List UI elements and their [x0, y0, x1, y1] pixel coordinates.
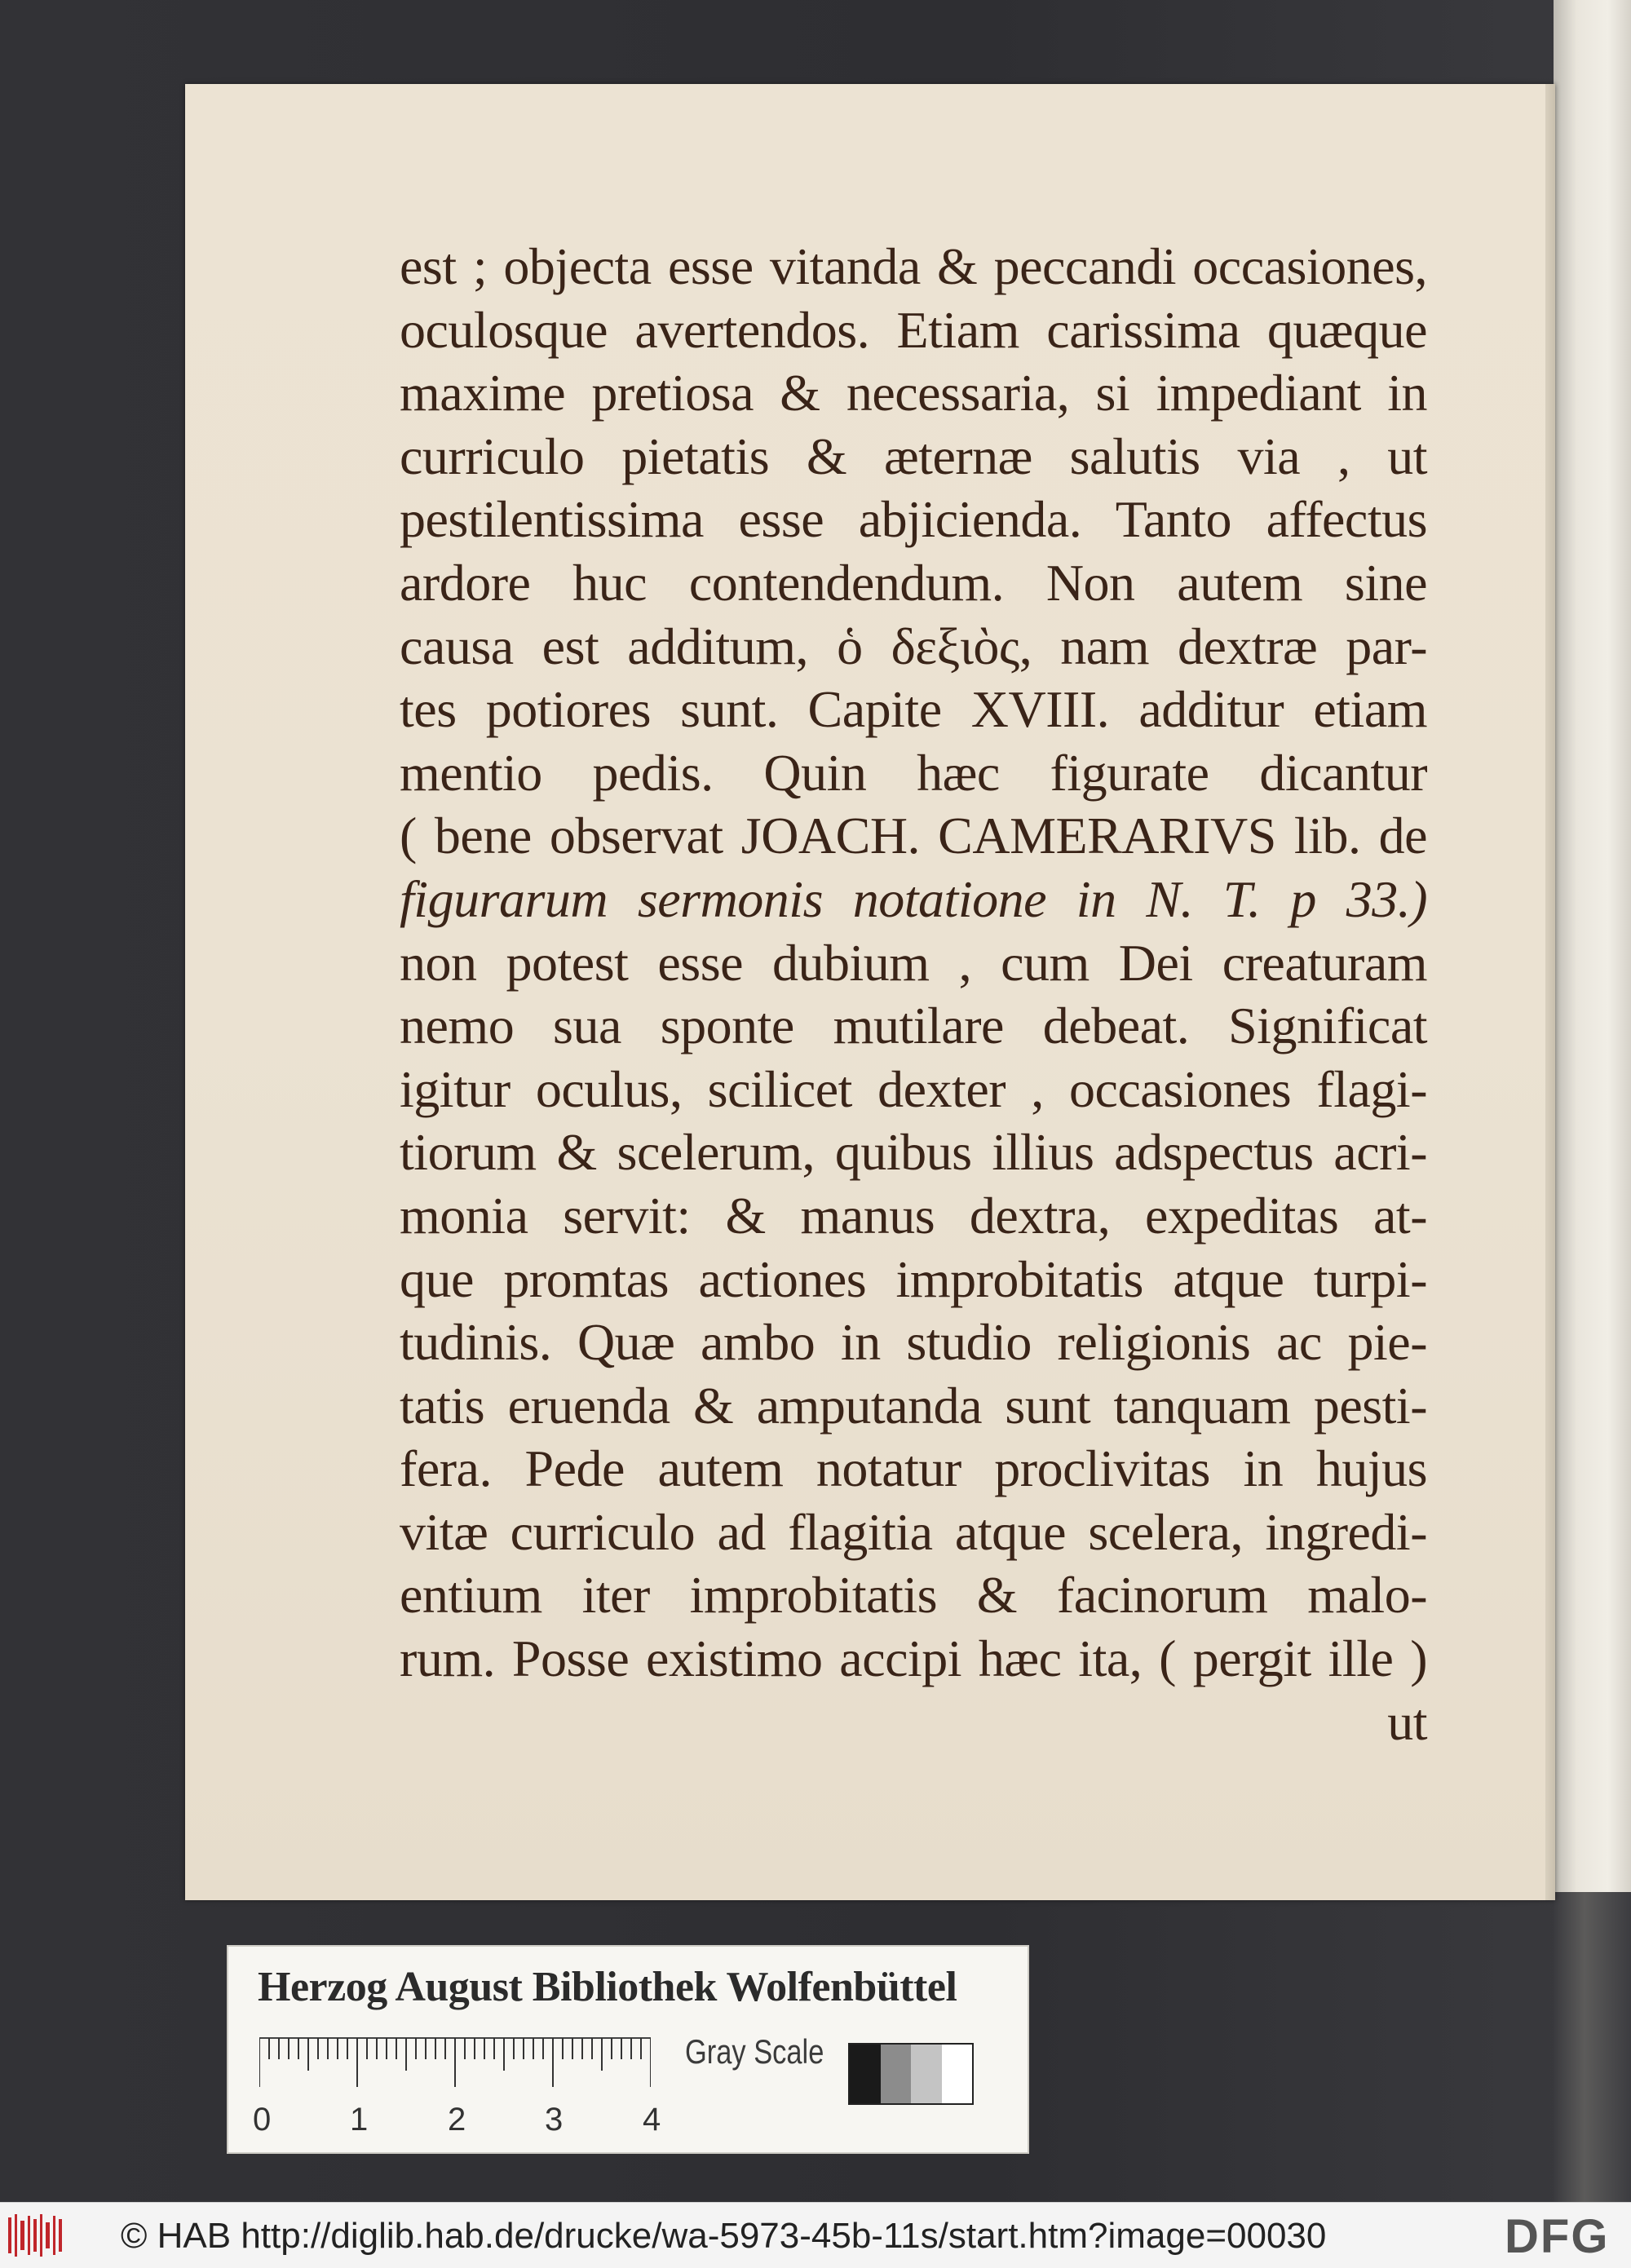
text-line-5: pestilentissima esse abjicienda. Tanto affectus	[400, 490, 1427, 549]
gray-scale-swatches	[848, 2043, 974, 2105]
text-line-20: fera. Pede autem notatur proclivitas in hujus	[400, 1439, 1427, 1498]
book-page-edge	[1545, 84, 1555, 1900]
adjacent-page-shadow	[1554, 1892, 1631, 2202]
library-name: Herzog August Bibliothek Wolfenbüttel	[258, 1964, 957, 2010]
viewer-footer	[0, 2202, 1631, 2268]
text-line-19: tatis eruenda & amputanda sunt tanquam pesti-	[400, 1376, 1427, 1435]
text-line-8: tes potiores sunt. Capite XVIII. additur etiam	[400, 680, 1427, 739]
gray-swatch-light	[911, 2045, 942, 2103]
text-line-23: rum. Posse existimo accipi hæc ita, ( pergit ille )	[400, 1629, 1427, 1688]
text-line-2: oculosque avertendos. Etiam carissima quæque	[400, 300, 1427, 359]
text-line-4: curriculo pietatis & æternæ salutis via , ut	[400, 427, 1427, 485]
ruler-number-4: 4	[643, 2102, 661, 2138]
page-text	[400, 235, 1427, 1753]
text-line-1: est ; objecta esse vitanda & peccandi occasiones,	[400, 237, 1427, 295]
text-line-21: vitæ curriculo ad flagitia atque scelera, ingredi-	[400, 1502, 1427, 1561]
text-line-22: entium iter improbitatis & facinorum malo-	[400, 1566, 1427, 1625]
text-line-15: tiorum & scelerum, quibus illius adspectus acri-	[400, 1123, 1427, 1182]
ruler-number-3: 3	[545, 2102, 564, 2138]
gray-swatch-dark	[881, 2045, 912, 2103]
text-line-11: figurarum sermonis notatione in N. T. p 33.)	[400, 869, 1427, 928]
ruler-scale	[259, 2036, 651, 2092]
gray-swatch-white	[942, 2045, 973, 2103]
text-line-17: que promtas actiones improbitatis atque turpi-	[400, 1249, 1427, 1308]
text-line-9: mentio pedis. Quin hæc figurate dicantur	[400, 743, 1427, 802]
gray-swatch-black	[850, 2045, 881, 2103]
gray-scale-label: Gray Scale	[685, 2032, 824, 2071]
library-color-card	[227, 1945, 1029, 2154]
text-line-18: tudinis. Quæ ambo in studio religionis ac pie-	[400, 1313, 1427, 1372]
ruler-numbers	[253, 2102, 661, 2142]
text-line-13: nemo sua sponte mutilare debeat. Significat	[400, 997, 1427, 1055]
text-line-14: igitur oculus, scilicet dexter , occasiones flagi-	[400, 1059, 1427, 1118]
text-line-3: maxime pretiosa & necessaria, si impediant in	[400, 364, 1427, 422]
text-line-7: causa est additum, ὁ δεξιὸς, nam dextræ par-	[400, 617, 1427, 675]
text-line-10: ( bene observat JOACH. CAMERARIVS lib. de	[400, 807, 1427, 865]
catchword: ut	[1387, 1692, 1427, 1751]
text-line-16: monia servit: & manus dextra, expeditas at-	[400, 1186, 1427, 1245]
adjacent-page-edge	[1554, 0, 1631, 1974]
ruler-number-1: 1	[350, 2102, 369, 2138]
text-line-6: ardore huc contendendum. Non autem sine	[400, 553, 1427, 612]
barcode-icon	[7, 2213, 67, 2258]
dfg-logo: DFG	[1505, 2210, 1610, 2263]
ruler-number-2: 2	[448, 2102, 466, 2138]
text-line-12: non potest esse dubium , cum Dei creaturam	[400, 933, 1427, 992]
ruler-number-0: 0	[253, 2102, 272, 2138]
copyright-link[interactable]: © HAB http://diglib.hab.de/drucke/wa-5973-45b-11s/start.htm?image=00030	[121, 2216, 1327, 2256]
